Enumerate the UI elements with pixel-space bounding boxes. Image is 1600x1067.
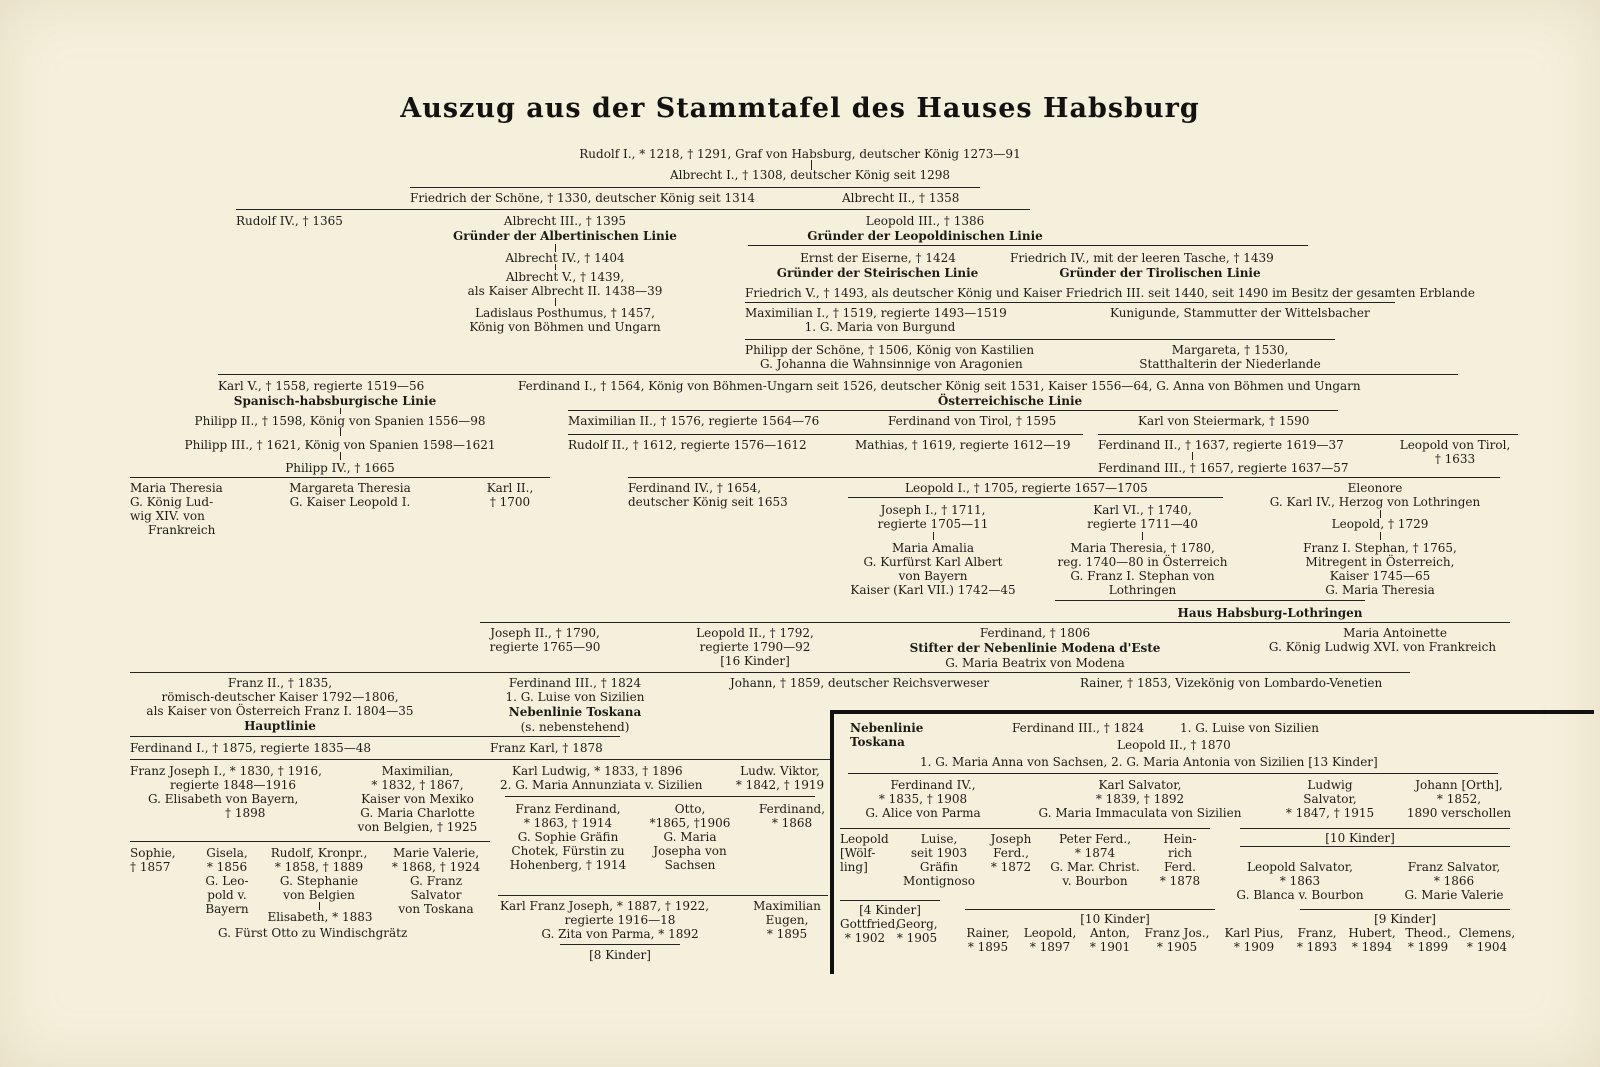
entry-franz-i-stephan-emperor: Kaiser 1745—65: [1329, 569, 1431, 583]
entry-karl-ii-death: † 1700: [489, 495, 531, 509]
entry-maria-amalia: Maria Amalia: [891, 541, 974, 555]
connector: [130, 736, 620, 737]
connector: [340, 428, 341, 436]
connector: [1380, 532, 1381, 540]
entry-luise-4: Montignoso: [903, 874, 975, 888]
entry-gisela: Gisela,: [206, 846, 248, 860]
connector: [1055, 600, 1365, 601]
entry-gottfried-born: * 1902: [844, 931, 886, 945]
entry-joseph-ferd-2: Ferd.,: [993, 846, 1029, 860]
entry-joseph-i-reign: regierte 1705—11: [877, 517, 989, 531]
entry-friedrich-der-schoene: Friedrich der Schöne, † 1330, deutscher König seit 1314: [410, 191, 755, 205]
entry-otto: Otto,: [674, 802, 706, 816]
entry-rainer-1895: Rainer,: [966, 926, 1010, 940]
entry-toskana-spouse: 1. G. Luise von Sizilien: [1180, 721, 1319, 735]
entry-karl-vi-reign: regierte 1711—40: [1087, 517, 1198, 531]
entry-eleonore-spouse: G. Karl IV., Herzog von Lothringen: [1269, 495, 1481, 509]
entry-marie-valerie-spouse-2: Salvator: [410, 888, 462, 902]
entry-marie-valerie: Marie Valerie,: [392, 846, 480, 860]
entry-marie-valerie-spouse: G. Franz: [409, 874, 463, 888]
line-leopoldine: Gründer der Leopoldinischen Linie: [807, 229, 1043, 243]
entry-philipp-der-schoene: Philipp der Schöne, † 1506, König von Kastilien: [745, 343, 1035, 357]
entry-toskana-ferdinand-iii: Ferdinand III., † 1824: [1012, 721, 1145, 735]
entry-philipp-iv: Philipp IV., † 1665: [285, 461, 395, 475]
entry-johann-orth-missing: 1890 verschollen: [1406, 806, 1512, 820]
entry-maximilian-dates: * 1832, † 1867,: [371, 778, 464, 792]
entry-windischgraetz: G. Fürst Otto zu Windischgrätz: [218, 926, 408, 940]
entry-gisela-spouse-2: pold v.: [207, 888, 247, 902]
connector: [848, 773, 1498, 774]
entry-karl-reign: regierte 1916—18: [564, 913, 676, 927]
entry-franz-born: * 1893: [1296, 940, 1338, 954]
entry-marie-valerie-dates: * 1868, † 1924: [391, 860, 481, 874]
entry-rudolf-spouse-2: von Belgien: [283, 888, 355, 902]
entry-maria-theresia-spouse: G. Franz I. Stephan von: [1070, 569, 1215, 583]
entry-maximilian-i-spouse: 1. G. Maria von Burgund: [804, 320, 956, 334]
house-habsburg-lorraine: Haus Habsburg-Lothringen: [1177, 606, 1363, 620]
entry-ferdinand-i: Ferdinand I., † 1564, König von Böhmen-Ungarn seit 1526, deutscher König seit 1531, Kaiser 1556—64, G. Anna von Böhmen und Ungarn: [518, 379, 1361, 393]
entry-rudolf-iv: Rudolf IV., † 1365: [236, 214, 343, 228]
entry-hubert-born: * 1894: [1351, 940, 1393, 954]
connector: [1142, 532, 1143, 540]
entry-ludwig-salvator: Ludwig: [1307, 778, 1353, 792]
entry-see-adjacent: (s. nebenstehend): [520, 720, 630, 734]
entry-toskana-leopold-ii: Leopold II., † 1870: [1117, 738, 1231, 752]
entry-margareta-note: Statthalterin der Niederlande: [1139, 357, 1321, 371]
entry-rudolf-spouse: G. Stephanie: [279, 874, 359, 888]
entry-johann-orth-born: * 1852,: [1436, 792, 1482, 806]
entry-franz-salvator-born: * 1866: [1433, 874, 1475, 888]
entry-heinrich-ferd-born: * 1878: [1159, 874, 1201, 888]
entry-maria-amalia-spouse-3: Kaiser (Karl VII.) 1742—45: [850, 583, 1016, 597]
entry-sophie: Sophie,: [130, 846, 176, 860]
entry-maximilian-mexico: Maximilian,: [381, 764, 454, 778]
entry-ladislaus-note: König von Böhmen und Ungarn: [469, 320, 661, 334]
entry-otto-spouse-2: Josepha von: [653, 844, 727, 858]
entry-maria-theresia-spouse-2: wig XIV. von: [130, 509, 205, 523]
entry-maximilian-spouse: G. Maria Charlotte: [360, 806, 475, 820]
entry-ferdinand-ii: Ferdinand II., † 1637, regierte 1619—37: [1098, 438, 1344, 452]
line-toskana-ref: Nebenlinie Toskana: [508, 705, 642, 719]
connector: [628, 477, 1500, 478]
entry-eleonore: Eleonore: [1347, 481, 1403, 495]
entry-ferdinand-spouse: G. Maria Beatrix von Modena: [945, 656, 1125, 670]
entry-karl-vi: Karl VI., † 1740,: [1093, 503, 1192, 517]
connector: [130, 672, 1410, 673]
entry-sophie-death: † 1857: [130, 860, 171, 874]
entry-rainer: Rainer, † 1853, Vizekönig von Lombardo-Venetien: [1080, 676, 1383, 690]
entry-johann: Johann, † 1859, deutscher Reichsverweser: [730, 676, 990, 690]
line-modena-este: Stifter der Nebenlinie Modena d'Este: [909, 641, 1161, 655]
entry-franz-ferdinand-dates: * 1863, † 1914: [523, 816, 613, 830]
entry-leopold-born: * 1897: [1029, 940, 1071, 954]
entry-ferdinand-iii-1657: Ferdinand III., † 1657, regierte 1637—57: [1098, 461, 1349, 475]
entry-franz-salvator: Franz Salvator,: [1407, 860, 1501, 874]
entry-maria-theresia: Maria Theresia, † 1780,: [1070, 541, 1215, 555]
entry-maximilian-ii: Maximilian II., † 1576, regierte 1564—76: [568, 414, 820, 428]
entry-heinrich-ferd-2: rich: [1167, 846, 1193, 860]
entry-kunigunde: Kunigunde, Stammutter der Wittelsbacher: [1110, 306, 1370, 320]
entry-friedrich-iv: Friedrich IV., mit der leeren Tasche, † 1439: [1010, 251, 1274, 265]
entry-gisela-spouse: G. Leo-: [205, 874, 249, 888]
entry-gisela-spouse-3: Bayern: [205, 902, 249, 916]
entry-franz-jos-born: * 1905: [1156, 940, 1198, 954]
entry-philipp-ii: Philipp II., † 1598, König von Spanien 1556—98: [194, 414, 486, 428]
entry-peter-ferd-spouse: G. Mar. Christ.: [1050, 860, 1140, 874]
entry-otto-dates: *1865, †1906: [649, 816, 731, 830]
entry-friedrich-v: Friedrich V., † 1493, als deutscher König und Kaiser Friedrich III. seit 1440, seit 1490 im Besitz der gesamten Erblande: [745, 286, 1475, 300]
entry-ferdinand-iv: Ferdinand IV., † 1654,: [628, 481, 762, 495]
entry-leopold-i: Leopold I., † 1705, regierte 1657—1705: [905, 481, 1148, 495]
entry-maria-antoinette-spouse: G. König Ludwig XVI. von Frankreich: [1268, 640, 1497, 654]
entry-franz-ii-title-2: als Kaiser von Österreich Franz I. 1804—35: [146, 704, 414, 718]
entry-maximilian-eugen-born: * 1895: [766, 927, 808, 941]
entry-leopold-woelfling-2: [Wölf-: [840, 846, 876, 860]
entry-franz-ferdinand-spouse: G. Sophie Gräfin: [517, 830, 619, 844]
entry-franz-salvator-spouse: G. Marie Valerie: [1404, 888, 1504, 902]
entry-ladislaus: Ladislaus Posthumus, † 1457,: [475, 306, 655, 320]
line-tyrolean: Gründer der Tirolischen Linie: [1059, 266, 1261, 280]
entry-maria-antoinette: Maria Antoinette: [1343, 626, 1447, 640]
entry-ludwig-salvator-dates: * 1847, † 1915: [1285, 806, 1375, 820]
entry-marie-valerie-spouse-3: von Toskana: [398, 902, 474, 916]
entry-clemens: Clemens,: [1458, 926, 1516, 940]
entry-leopold-iii: Leopold III., † 1386: [865, 214, 985, 228]
entry-maria-theresia-reign: reg. 1740—80 in Österreich: [1057, 555, 1228, 569]
connector: [840, 828, 1210, 829]
entry-joseph-ii-reign: regierte 1765—90: [489, 640, 601, 654]
entry-elisabeth-1883: Elisabeth, * 1883: [267, 910, 373, 924]
entry-franz-joseph-spouse: G. Elisabeth von Bayern,: [148, 792, 299, 806]
line-main: Hauptlinie: [244, 719, 316, 733]
entry-luise-3: Gräfin: [919, 860, 959, 874]
entry-franz-ii: Franz II., † 1835,: [227, 676, 333, 690]
entry-franz-ferdinand-spouse-2: Chotek, Fürstin zu: [511, 844, 625, 858]
entry-leopold-woelfling-3: ling]: [840, 860, 868, 874]
connector: [410, 187, 980, 188]
entry-leopold-salvator: Leopold Salvator,: [1247, 860, 1353, 874]
entry-leopold-woelfling: Leopold: [840, 832, 889, 846]
toskana-box-title: Nebenlinie: [850, 721, 924, 735]
entry-philipp-iii: Philipp III., † 1621, König von Spanien 1598—1621: [184, 438, 496, 452]
entry-franz-joseph-reign: regierte 1848—1916: [170, 778, 297, 792]
page-title: Auszug aus der Stammtafel des Hauses Habsburg: [400, 93, 1200, 124]
entry-margareta: Margareta, † 1530,: [1171, 343, 1289, 357]
entry-clemens-born: * 1904: [1466, 940, 1508, 954]
entry-luise-2: seit 1903: [910, 846, 968, 860]
entry-leopold-ii-reign: regierte 1790—92: [699, 640, 811, 654]
entry-leopold-ii: Leopold II., † 1792,: [696, 626, 814, 640]
entry-luise: Luise,: [920, 832, 958, 846]
connector: [840, 900, 940, 901]
entry-leopold-1897: Leopold,: [1023, 926, 1077, 940]
entry-rudolf-kronprinz: Rudolf, Kronpr.,: [270, 846, 368, 860]
entry-margareta-theresia: Margareta Theresia: [289, 481, 411, 495]
entry-karl-pius: Karl Pius,: [1224, 926, 1284, 940]
entry-ferdinand-iii-spouse: 1. G. Luise von Sizilien: [505, 690, 645, 704]
entry-peter-ferd: Peter Ferd.,: [1059, 832, 1131, 846]
entry-theodor-born: * 1899: [1407, 940, 1449, 954]
entry-ferdinand-iv-note: deutscher König seit 1653: [628, 495, 788, 509]
entry-ferdinand-1806: Ferdinand, † 1806: [979, 626, 1091, 640]
entry-albrecht-iii: Albrecht III., † 1395: [503, 214, 627, 228]
connector: [560, 944, 680, 945]
entry-mathias: Mathias, † 1619, regierte 1612—19: [855, 438, 1071, 452]
connector: [130, 759, 830, 760]
entry-ferdinand-iv-toskana: Ferdinand IV.,: [890, 778, 976, 792]
line-austrian: Österreichische Linie: [937, 394, 1083, 408]
entry-georg: Georg,: [896, 917, 938, 931]
entry-franz-i-stephan-note: Mitregent in Österreich,: [1305, 555, 1455, 569]
entry-rudolf-i: Rudolf I., * 1218, † 1291, Graf von Habsburg, deutscher König 1273—91: [579, 147, 1021, 161]
entry-franz-joseph-spouse-death: † 1898: [225, 806, 266, 820]
entry-karl-von-steiermark: Karl von Steiermark, † 1590: [1138, 414, 1310, 428]
connector: [933, 532, 934, 540]
entry-rainer-born: * 1895: [967, 940, 1009, 954]
entry-karl-children: [8 Kinder]: [589, 948, 651, 962]
entry-ludwig-salvator-2: Salvator,: [1303, 792, 1357, 806]
entry-karl-ludwig-spouse: 2. G. Maria Annunziata v. Sizilien: [500, 778, 703, 792]
entry-maximilian-spouse-2: von Belgien, † 1925: [357, 820, 478, 834]
entry-albrecht-ii: Albrecht II., † 1358: [842, 191, 960, 205]
entry-gottfried: Gottfried,: [840, 917, 900, 931]
entry-rudolf-dates: * 1858, † 1889: [274, 860, 364, 874]
connector: [319, 902, 320, 910]
connector: [748, 245, 1308, 246]
entry-ernst-der-eiserne: Ernst der Eiserne, † 1424: [800, 251, 956, 265]
entry-maria-theresia-spouse-2: Lothringen: [1108, 583, 1177, 597]
entry-karl-v: Karl V., † 1558, regierte 1519—56: [218, 379, 425, 393]
entry-joseph-i: Joseph I., † 1711,: [880, 503, 986, 517]
entry-leopold-salvator-born: * 1863: [1279, 874, 1321, 888]
entry-ferdinand-von-tirol: Ferdinand von Tirol, † 1595: [888, 414, 1057, 428]
entry-maximilian-eugen-2: Eugen,: [765, 913, 809, 927]
entry-joseph-ii: Joseph II., † 1790,: [490, 626, 600, 640]
entry-johann-orth: Johann [Orth],: [1415, 778, 1503, 792]
entry-rudolf-ii: Rudolf II., † 1612, regierte 1576—1612: [568, 438, 807, 452]
entry-ferdinand-iv-dates: * 1835, † 1908: [878, 792, 968, 806]
connector: [236, 209, 1030, 210]
entry-franz-joseph-i: Franz Joseph I., * 1830, † 1916,: [130, 764, 322, 778]
connector: [848, 497, 1223, 498]
connector: [1240, 828, 1510, 829]
connector: [555, 298, 556, 306]
entry-ludwig-viktor-dates: * 1842, † 1919: [735, 778, 825, 792]
entry-franz-i-stephan: Franz I. Stephan, † 1765,: [1303, 541, 1457, 555]
entry-leopold-ii-children: [16 Kinder]: [720, 654, 790, 668]
entry-hubert: Hubert,: [1348, 926, 1396, 940]
entry-gisela-born: * 1856: [206, 860, 248, 874]
connector: [130, 841, 490, 842]
entry-karl-salvator-children: [10 Kinder]: [1325, 831, 1395, 845]
entry-otto-spouse-3: Sachsen: [664, 858, 716, 872]
entry-ferdinand-1868: Ferdinand,: [758, 802, 826, 816]
entry-woelfling-children: [4 Kinder]: [859, 903, 921, 917]
entry-albrecht-iv: Albrecht IV., † 1404: [505, 251, 625, 265]
connector: [340, 452, 341, 460]
entry-leopold-salvator-spouse: G. Blanca v. Bourbon: [1236, 888, 1364, 902]
entry-karl-pius-born: * 1909: [1233, 940, 1275, 954]
entry-ferdinand-iv-spouse: G. Alice von Parma: [865, 806, 981, 820]
connector: [218, 374, 1458, 375]
connector: [568, 410, 1338, 411]
entry-franz-1893: Franz,: [1297, 926, 1337, 940]
connector: [745, 302, 1395, 303]
entry-franz-jos: Franz Jos.,: [1144, 926, 1210, 940]
entry-karl-salvator: Karl Salvator,: [1098, 778, 1182, 792]
entry-karl-salvator-spouse: G. Maria Immaculata von Sizilien: [1038, 806, 1242, 820]
entry-franz-ferdinand-spouse-3: Hohenberg, † 1914: [509, 858, 627, 872]
entry-maria-amalia-spouse-2: von Bayern: [898, 569, 968, 583]
entry-franz-salvator-children: [9 Kinder]: [1374, 912, 1436, 926]
entry-philipp-spouse: G. Johanna die Wahnsinnige von Aragonien: [760, 357, 1023, 371]
line-spanish-habsburg: Spanisch-habsburgische Linie: [233, 394, 437, 408]
connector: [498, 895, 828, 896]
entry-maria-theresia-spouse-3: Frankreich: [148, 523, 216, 537]
connector: [1240, 846, 1510, 847]
entry-leopold-salvator-children: [10 Kinder]: [1080, 912, 1150, 926]
entry-joseph-ferd-born: * 1872: [990, 860, 1032, 874]
entry-maria-amalia-spouse: G. Kurfürst Karl Albert: [863, 555, 1003, 569]
entry-maria-theresia-spouse-1: G. König Lud-: [130, 495, 214, 509]
connector: [480, 622, 1510, 623]
entry-otto-spouse: G. Maria: [663, 830, 717, 844]
entry-joseph-ferd: Joseph: [990, 832, 1032, 846]
entry-anton: Anton,: [1090, 926, 1130, 940]
entry-karl-ii: Karl II.,: [486, 481, 534, 495]
entry-theodor: Theod.,: [1405, 926, 1451, 940]
entry-maximilian-i: Maximilian I., † 1519, regierte 1493—1519: [745, 306, 1007, 320]
entry-franz-ii-title: römisch-deutscher Kaiser 1792—1806,: [161, 690, 399, 704]
entry-anton-born: * 1901: [1089, 940, 1131, 954]
toskana-box-title-2: Toskana: [850, 735, 905, 749]
entry-franz-i-stephan-spouse: G. Maria Theresia: [1325, 583, 1435, 597]
entry-georg-born: * 1905: [896, 931, 938, 945]
connector: [568, 434, 1083, 435]
entry-heinrich-ferd-3: Ferd.: [1163, 860, 1196, 874]
entry-ferdinand-1868-dates: * 1868: [771, 816, 813, 830]
connector: [965, 909, 1215, 910]
entry-karl-ludwig: Karl Ludwig, * 1833, † 1896: [512, 764, 683, 778]
entry-ferdinand-i-emperor: Ferdinand I., † 1875, regierte 1835—48: [130, 741, 372, 755]
connector: [130, 477, 550, 478]
connector: [745, 339, 1335, 340]
entry-maria-theresia-spain: Maria Theresia: [130, 481, 223, 495]
entry-leopold-1729: Leopold, † 1729: [1331, 517, 1429, 531]
connector: [1098, 434, 1518, 435]
entry-karl-salvator-dates: * 1839, † 1892: [1095, 792, 1185, 806]
entry-peter-ferd-spouse-2: v. Bourbon: [1062, 874, 1128, 888]
entry-peter-ferd-born: * 1874: [1074, 846, 1116, 860]
entry-franz-karl: Franz Karl, † 1878: [490, 741, 603, 755]
line-albertine: Gründer der Albertinischen Linie: [453, 229, 677, 243]
connector: [1300, 909, 1510, 910]
connector: [505, 796, 815, 797]
line-styrian: Gründer der Steirischen Linie: [776, 266, 979, 280]
entry-ferdinand-iii-toskana: Ferdinand III., † 1824: [508, 676, 642, 690]
entry-ludwig-viktor: Ludw. Viktor,: [740, 764, 820, 778]
entry-albrecht-v-note: als Kaiser Albrecht II. 1438—39: [467, 284, 663, 298]
entry-maximilian-eugen: Maximilian: [753, 899, 821, 913]
entry-margareta-theresia-spouse: G. Kaiser Leopold I.: [289, 495, 411, 509]
entry-maximilian-title: Kaiser von Mexiko: [361, 792, 474, 806]
entry-albrecht-v: Albrecht V., † 1439,: [505, 270, 625, 284]
entry-karl-spouse: G. Zita von Parma, * 1892: [541, 927, 699, 941]
entry-leopold-von-tirol: Leopold von Tirol,: [1399, 438, 1511, 452]
entry-karl-franz-joseph: Karl Franz Joseph, * 1887, † 1922,: [500, 899, 710, 913]
entry-heinrich-ferd: Hein-: [1163, 832, 1197, 846]
entry-leopold-von-tirol-death: † 1633: [1434, 452, 1476, 466]
connector: [1192, 452, 1193, 460]
entry-albrecht-i: Albrecht I., † 1308, deutscher König seit 1298: [669, 168, 951, 182]
entry-toskana-leopold-spouses: 1. G. Maria Anna von Sachsen, 2. G. Maria Antonia von Sizilien [13 Kinder]: [920, 755, 1378, 769]
entry-franz-ferdinand: Franz Ferdinand,: [515, 802, 621, 816]
